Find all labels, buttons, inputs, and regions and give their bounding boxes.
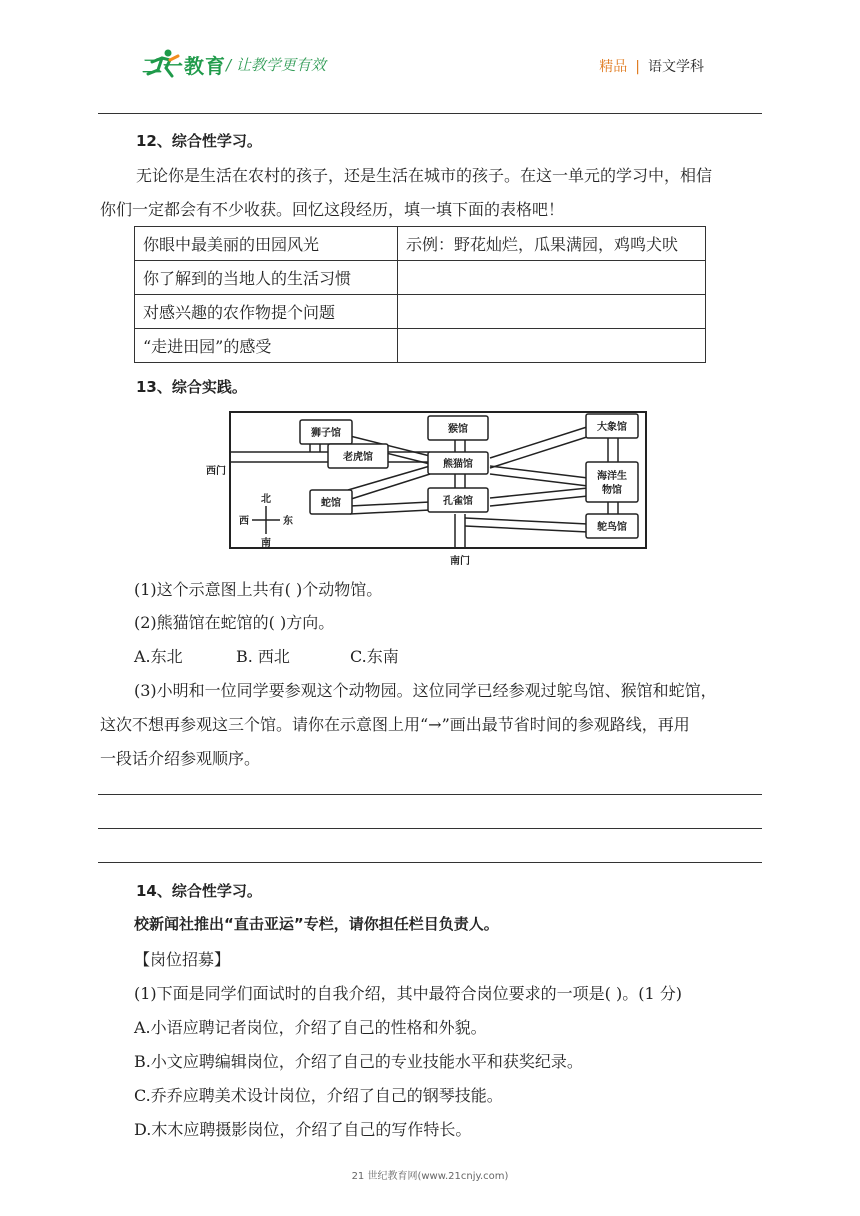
table-cell-value[interactable]: 示例：野花灿烂，瓜果满园，鸡鸣犬吠 [398,227,706,261]
q12-table [134,226,706,363]
header-right [599,56,704,76]
compass-icon [252,506,280,534]
q13-sub1: (1)这个示意图上共有( )个动物馆。 [134,580,383,599]
snake-label: 蛇馆 [321,498,341,509]
ocean-hall [586,462,638,502]
ocean-label-b: 物馆 [602,485,622,496]
ocean-label-a: 海洋生 [597,471,627,482]
tiger-label: 老虎馆 [343,452,373,463]
q13-sub2: (2)熊猫馆在蛇馆的( )方向。 [134,613,335,632]
table-row [135,261,706,295]
q12-intro-line1: 无论你是生活在农村的孩子，还是生活在城市的孩子。在这一单元的学习中，相信 [136,166,713,185]
slogan: / 让教学更有效 [226,56,326,74]
q14-sub1: (1)下面是同学们面试时的自我介绍，其中最符合岗位要求的一项是( )。(1 分) [134,984,682,1003]
brand-name: 二一教育 [142,54,226,78]
table-cell-label: 你了解到的当地人的生活习惯 [135,261,398,295]
table-row [135,227,706,261]
q14-option-d: D.木木应聘摄影岗位，介绍了自己的写作特长。 [134,1120,472,1139]
compass-north: 北 [261,494,271,505]
q13-sub3-line3: 一段话介绍参观顺序。 [100,749,261,768]
header-separator: | [635,59,640,75]
table-row [135,295,706,329]
answer-line[interactable] [98,862,762,863]
answer-line[interactable] [98,828,762,829]
page-footer: 21 世纪教育网(www.21cnjy.com) [351,1171,509,1182]
q13-sub3-line2: 这次不想再参观这三个馆。请你在示意图上用“→”画出最节省时间的参观路线，再用 [100,715,690,734]
q14-option-c: C.乔乔应聘美术设计岗位，介绍了自己的钢琴技能。 [134,1086,503,1105]
q14-option-b: B.小文应聘编辑岗位，介绍了自己的专业技能水平和获奖纪录。 [134,1052,583,1071]
table-cell-value[interactable] [398,261,706,295]
compass-south: 南 [261,538,271,549]
table-cell-value[interactable] [398,329,706,363]
zoo-map[interactable] [200,406,660,574]
monkey-label: 猴馆 [448,424,468,435]
lion-label: 狮子馆 [311,428,341,439]
answer-line[interactable] [98,794,762,795]
south-gate-label: 南门 [450,556,470,567]
table-cell-label: 对感兴趣的农作物提个问题 [135,295,398,329]
q14-option-a: A.小语应聘记者岗位，介绍了自己的性格和外貌。 [134,1018,487,1037]
compass-west: 西 [239,516,249,527]
subject-label: 语文学科 [648,59,704,75]
q13-option-c: C.东南 [350,647,399,666]
ostrich-label: 鸵鸟馆 [597,522,627,533]
q12-title: 12、综合性学习。 [136,132,262,150]
west-gate-label: 西门 [206,466,226,477]
q12-intro-line2: 你们一定都会有不少收获。回忆这段经历，填一填下面的表格吧！ [100,200,565,219]
compass-east: 东 [283,516,293,527]
q13-option-b: B. 西北 [236,647,290,666]
q14-title: 14、综合性学习。 [136,882,262,900]
q13-sub3-line1: (3)小明和一位同学要参观这个动物园。这位同学已经参观过鸵鸟馆、猴馆和蛇馆， [134,681,717,700]
elephant-label: 大象馆 [597,422,627,433]
header-divider [98,113,762,114]
q13-title: 13、综合实践。 [136,378,247,396]
panda-label: 熊猫馆 [443,459,473,470]
q13-option-a: A.东北 [134,647,183,666]
peacock-label: 孔雀馆 [443,496,473,507]
quality-label: 精品 [599,59,628,75]
q14-section: 【岗位招募】 [134,950,231,969]
table-cell-label: 你眼中最美丽的田园风光 [135,227,398,261]
table-row [135,329,706,363]
table-cell-label: “走进田园”的感受 [135,329,398,363]
q14-lead: 校新闻社推出“直击亚运”专栏，请你担任栏目负责人。 [134,915,499,933]
table-cell-value[interactable] [398,295,706,329]
